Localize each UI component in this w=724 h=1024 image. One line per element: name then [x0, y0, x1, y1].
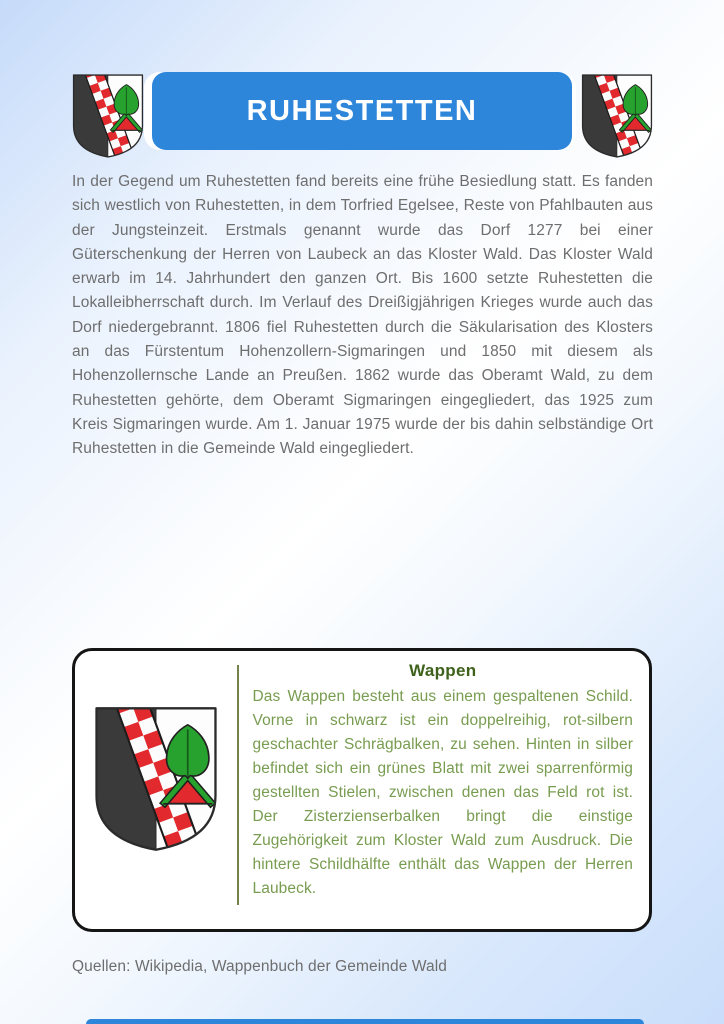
wappen-heading: Wappen — [409, 661, 477, 680]
wappen-card — [72, 648, 652, 932]
sources-line: Quellen: Wikipedia, Wappenbuch der Gemeinde Wald — [72, 958, 447, 975]
wappen-card-text-panel — [239, 651, 650, 929]
coat-of-arms-icon — [577, 72, 657, 160]
title-banner — [152, 72, 572, 150]
coat-of-arms-icon — [88, 703, 224, 855]
wappen-card-image-panel — [75, 651, 237, 929]
wappen-description: Das Wappen besteht aus einem gespaltenen Schild. Vorne in schwarz ist ein doppelreihig, rot-silbern geschachter Schrägbalken, zu sehen. Hinten in silber befindet sich ein grünes Blatt mit zwei sparrenförmig gestellten Stielen, zwischen denen das Feld rot ist. Der Zisterzienserbalken bringt die einstige Zugehörigkeit zum Kloster Wald zum Ausdruck. Die hintere Schildhälfte enthält das Wappen der Herren Laubeck. — [252, 688, 633, 897]
next-page-banner-edge — [86, 1019, 644, 1024]
history-paragraph: In der Gegend um Ruhestetten fand bereits eine frühe Besiedlung statt. Es fanden sich westlich von Ruhestetten, in dem Torfried Egelsee, Reste von Pfahlbauten aus der Jungsteinzeit. Erstmals genannt wurde das Dorf 1277 bei einer Güterschenkung der Herren von Laubeck an das Kloster Wald. Das Kloster Wald erwarb im 14. Jahrhundert den ganzen Ort. Bis 1600 setzte Ruhestetten die Lokalleibherrschaft durch. Im Verlauf des Dreißigjährigen Krieges wurde auch das Dorf niedergebrannt. 1806 fiel Ruhestetten durch die Säkularisation des Klosters an das Fürstentum Hohenzollern-Sigmaringen und 1850 mit diesem als Hohenzollernsche Lande an Preußen. 1862 wurde das Oberamt Wald, zu dem Ruhestetten gehörte, dem Oberamt Sigmaringen eingegliedert, das 1925 zum Kreis Sigmaringen wurde. Am 1. Januar 1975 wurde der bis dahin selbständige Ort Ruhestetten in die Gemeinde Wald eingegliedert. — [72, 173, 653, 458]
page-title: RUHESTETTEN — [246, 94, 478, 127]
coat-of-arms-icon — [68, 72, 148, 160]
page-header — [0, 0, 724, 160]
